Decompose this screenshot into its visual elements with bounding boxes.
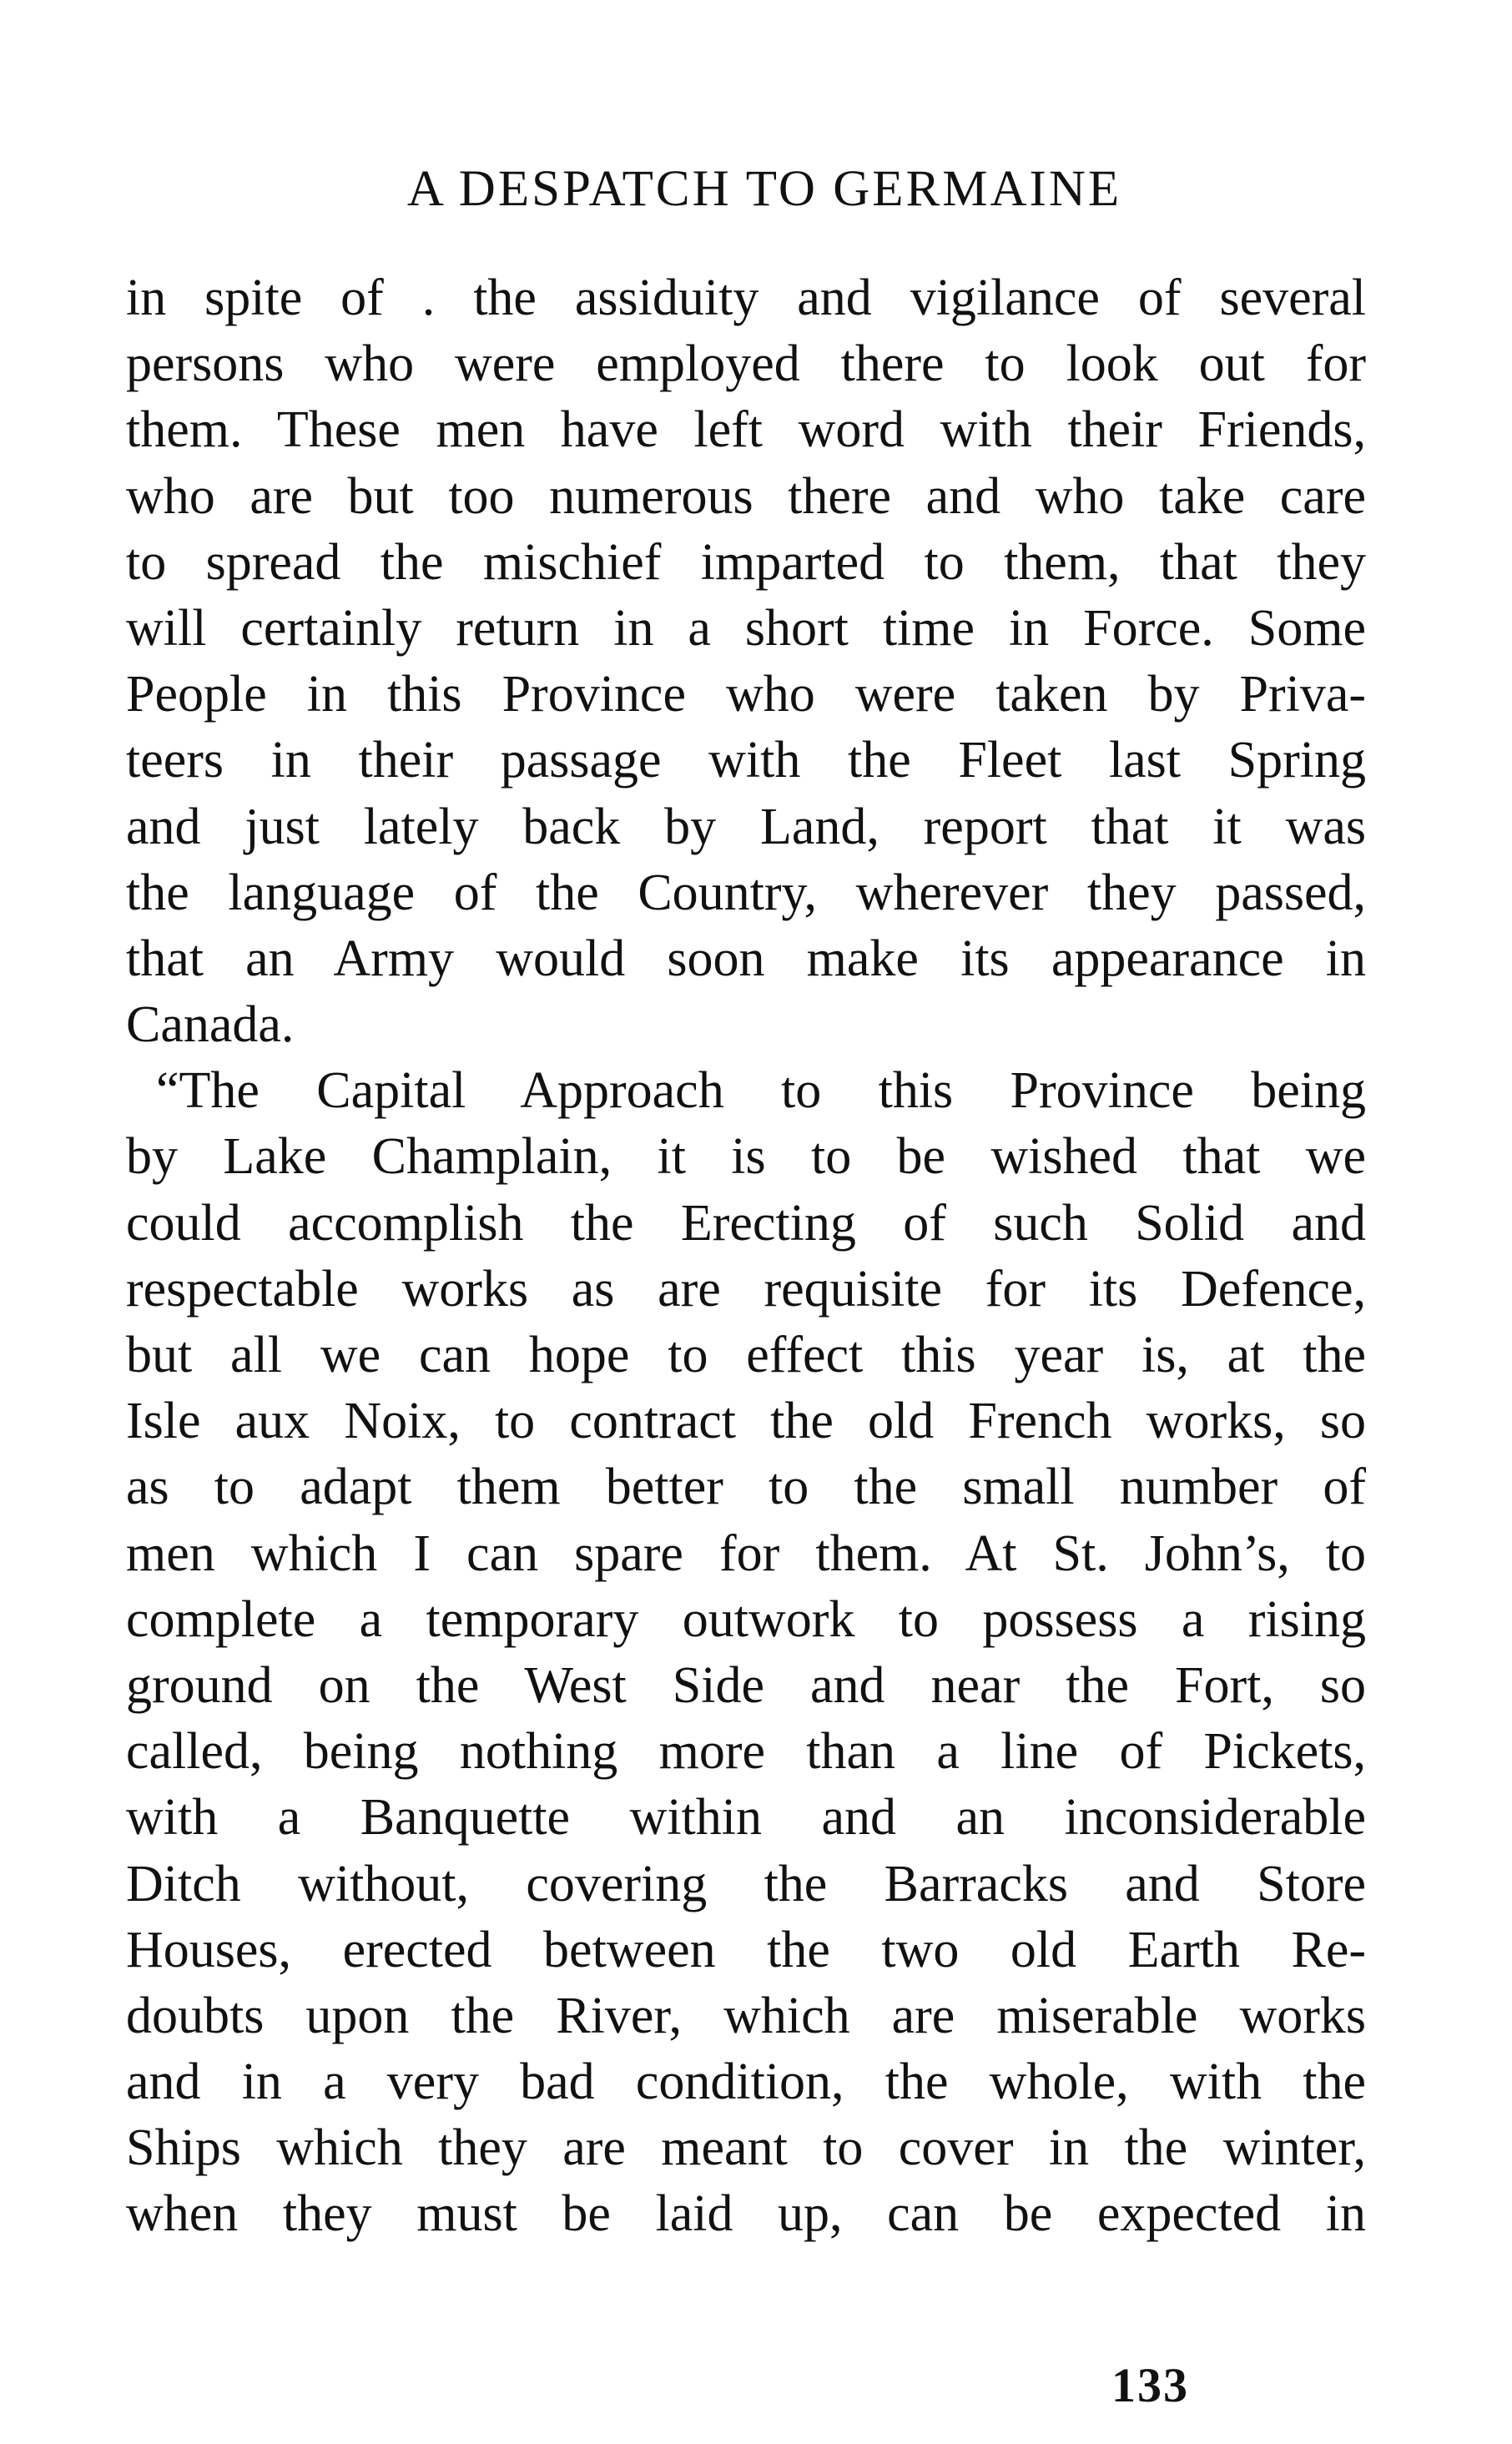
text-line: by Lake Champlain, it is to be wished that we — [126, 1128, 1366, 1186]
text-line: People in this Province who were taken by Priva- — [126, 666, 1366, 723]
text-line: doubts upon the River, which are miserable works — [126, 1987, 1366, 2044]
text-line: to spread the mischief imparted to them, that they — [126, 533, 1366, 591]
body-text — [126, 265, 1366, 2248]
text-line: and just lately back by Land, report that it was — [126, 798, 1366, 855]
text-line: them. These men have left word with their Friends, — [126, 401, 1366, 459]
text-line: that an Army would soon make its appearance in — [126, 930, 1366, 987]
text-line: “The Capital Approach to this Province being — [156, 1062, 1366, 1120]
text-line: Ditch without, covering the Barracks and Store — [126, 1855, 1366, 1912]
text-line: but all we can hope to effect this year is, at the — [126, 1327, 1366, 1383]
text-line: in spite of . the assiduity and vigilance of several — [126, 270, 1366, 326]
text-line: Isle aux Noix, to contract the old French works, so — [126, 1393, 1366, 1450]
text-line: Houses, erected between the two old Earth Re- — [126, 1921, 1366, 1978]
text-line: when they must be laid up, can be expected in — [126, 2185, 1366, 2243]
text-line: complete a temporary outwork to possess a rising — [126, 1590, 1366, 1648]
text-line: men which I can spare for them. At St. John’s, to — [126, 1524, 1366, 1582]
text-line: teers in their passage with the Fleet last Spring — [126, 732, 1366, 789]
text-line: Canada. — [126, 996, 295, 1054]
page-number: 133 — [1111, 2358, 1189, 2412]
text-line: ground on the West Side and near the Fort, so — [126, 1656, 1366, 1714]
text-line: as to adapt them better to the small number of — [126, 1459, 1366, 1516]
text-line: will certainly return in a short time in Force. Some — [126, 599, 1366, 657]
text-line: with a Banquette within and an inconsiderable — [126, 1789, 1366, 1847]
text-line: could accomplish the Erecting of such Solid and — [126, 1194, 1366, 1252]
text-line: who are but too numerous there and who take care — [126, 467, 1366, 525]
text-line: the language of the Country, wherever they passed, — [126, 864, 1366, 921]
text-line: and in a very bad condition, the whole, with the — [126, 2053, 1366, 2111]
text-line: persons who were employed there to look out for — [126, 335, 1366, 393]
text-line: called, being nothing more than a line of Pickets, — [126, 1723, 1366, 1781]
text-line: Ships which they are meant to cover in the winter, — [126, 2119, 1366, 2177]
running-head: A DESPATCH TO GERMAINE — [406, 161, 1122, 217]
text-line: respectable works as are requisite for its Defence, — [126, 1260, 1366, 1318]
